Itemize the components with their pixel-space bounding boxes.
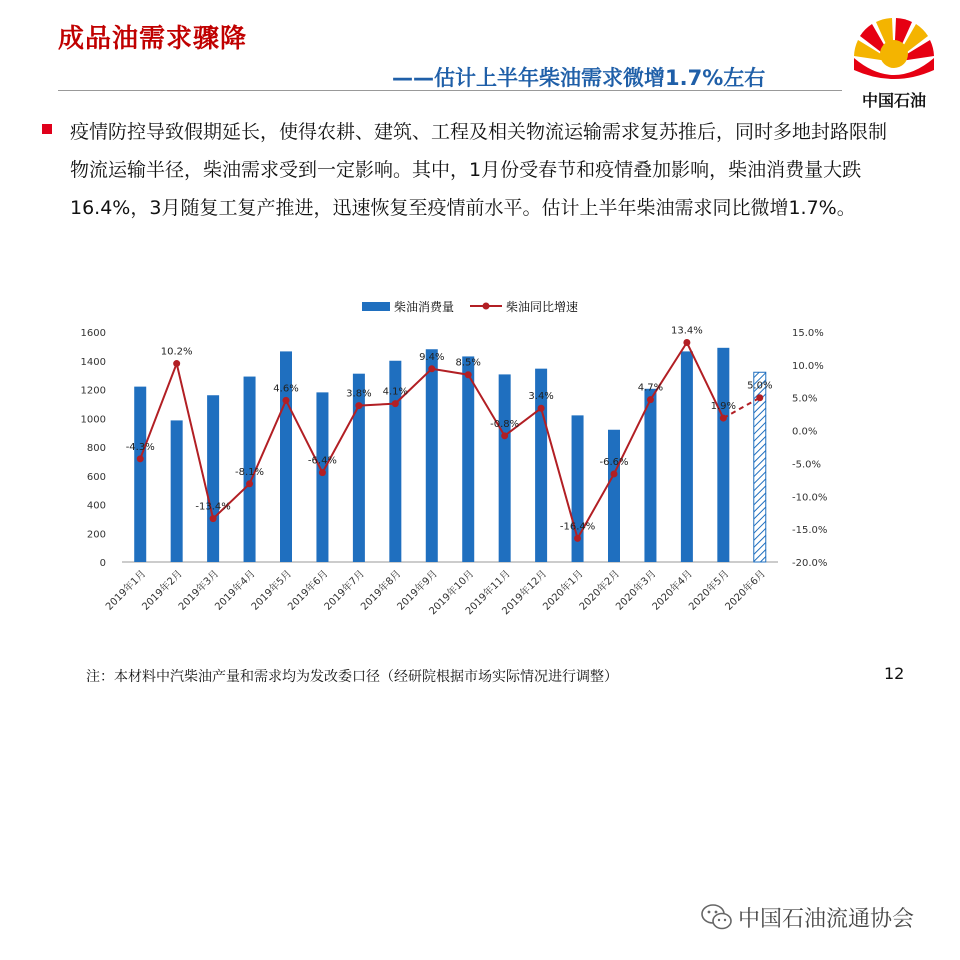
wechat-icon <box>700 902 734 932</box>
y-left-tick-label: 400 <box>86 500 106 512</box>
data-label: 5.0% <box>747 380 773 392</box>
x-tick-label: 2020年3月 <box>614 568 659 613</box>
line-point <box>720 415 727 422</box>
data-label: 4.6% <box>273 383 299 395</box>
bar <box>134 387 146 562</box>
diesel-consumption-chart <box>70 290 870 650</box>
y-right-tick-label: 15.0% <box>792 328 824 339</box>
wechat-account-name: 中国石油流通协会 <box>738 906 915 932</box>
line-point <box>246 480 253 487</box>
data-label: -4.3% <box>125 441 155 453</box>
company-logo <box>852 12 936 112</box>
x-tick-label: 2019年2月 <box>140 568 185 613</box>
footnote: 注：本材料中汽柴油产量和需求均为发改委口径（经研院根据市场实际情况进行调整） <box>86 669 618 685</box>
x-tick-label: 2019年11月 <box>463 568 513 618</box>
x-tick-label: 2020年6月 <box>723 568 768 613</box>
x-tick-label: 2019年9月 <box>395 568 440 613</box>
x-tick-label: 2019年4月 <box>213 568 258 613</box>
x-tick-label: 2019年12月 <box>500 568 550 618</box>
data-label: -8.1% <box>235 466 265 478</box>
line-point <box>392 400 399 407</box>
bar <box>207 395 219 562</box>
data-label: 3.8% <box>346 388 372 400</box>
data-label: -6.4% <box>307 455 337 467</box>
line-point <box>647 396 654 403</box>
page-title: 成品油需求骤降 <box>58 24 248 54</box>
legend-label-bar: 柴油消费量 <box>394 300 455 314</box>
line-point <box>137 455 144 462</box>
y-left-tick-label: 0 <box>99 558 106 569</box>
legend-label-line: 柴油同比增速 <box>506 300 579 314</box>
x-tick-label: 2019年7月 <box>322 568 368 613</box>
data-label: 13.4% <box>670 325 703 337</box>
data-label: -0.8% <box>490 418 520 430</box>
legend-swatch-bar <box>362 302 390 311</box>
x-tick-label: 2019年3月 <box>176 568 222 613</box>
data-label: -16.4% <box>559 521 596 533</box>
chart-legend <box>362 299 578 314</box>
y-left-tick-label: 800 <box>86 443 106 454</box>
y-left-tick-label: 1000 <box>80 414 106 426</box>
line-point <box>173 360 180 367</box>
x-tick-label: 2019年1月 <box>103 568 149 613</box>
bar <box>608 430 620 562</box>
bullet-marker <box>42 124 52 134</box>
header-divider <box>58 90 842 91</box>
line-point <box>355 402 362 409</box>
line-point <box>210 515 217 522</box>
x-tick-labels <box>103 567 768 617</box>
y-right-tick-label: 10.0% <box>792 360 824 372</box>
line-point <box>683 339 690 346</box>
logo-text: 中国石油 <box>861 91 926 110</box>
line-point <box>756 394 763 401</box>
line-point <box>428 365 435 372</box>
data-label: 3.4% <box>528 391 554 403</box>
y-right-tick-label: -15.0% <box>792 525 828 537</box>
y-left-tick-label: 600 <box>86 471 106 483</box>
x-tick-label: 2019年10月 <box>427 568 477 618</box>
x-tick-label: 2019年6月 <box>286 568 331 613</box>
line-point <box>611 470 618 477</box>
data-label: 8.5% <box>455 357 481 369</box>
data-label: 1.9% <box>710 401 737 413</box>
data-label: 9.4% <box>419 351 445 363</box>
bar <box>681 351 693 562</box>
line-point <box>283 397 290 404</box>
line-point <box>319 469 326 476</box>
y-left-tick-label: 1600 <box>80 328 106 339</box>
bar <box>717 348 729 562</box>
bar <box>171 420 183 562</box>
bar <box>462 356 474 562</box>
y-right-tick-label: 5.0% <box>792 393 818 405</box>
x-tick-label: 2020年1月 <box>541 568 586 613</box>
data-label: 4.7% <box>637 382 664 394</box>
bullet-paragraph: 疫情防控导致假期延长，使得农耕、建筑、工程及相关物流运输需求复苏推后，同时多地封路限制物流运输半径，柴油需求受到一定影响。其中，1月份受春节和疫情叠加影响，柴油消费量大跌16.4%，3月随复工复产推进，迅速恢复至疫情前水平。估计上半年柴油需求同比微增1.7%。 <box>70 121 888 219</box>
bar <box>426 349 438 562</box>
x-tick-label: 2020年4月 <box>650 568 696 613</box>
petrochina-logo-icon <box>852 12 936 88</box>
y-left-tick-label: 1200 <box>80 385 106 397</box>
data-label: -6.6% <box>599 456 629 468</box>
bar <box>499 374 511 562</box>
line-point <box>465 371 472 378</box>
bar <box>644 389 656 562</box>
y-right-tick-label: -5.0% <box>792 459 822 471</box>
line-point <box>574 535 581 542</box>
wechat-watermark <box>700 900 914 934</box>
bar <box>316 392 328 562</box>
bar <box>353 374 365 562</box>
page-subtitle: ——估计上半年柴油需求微增1.7%左右 <box>392 66 766 90</box>
x-tick-label: 2019年5月 <box>249 568 295 613</box>
line-series <box>140 343 760 539</box>
line-point <box>538 405 545 412</box>
y-left-tick-label: 1400 <box>80 356 106 368</box>
y-right-tick-label: -10.0% <box>792 492 828 504</box>
x-tick-label: 2020年2月 <box>577 568 623 613</box>
bar-series <box>134 348 766 562</box>
y-right-tick-label: 0.0% <box>792 426 818 438</box>
data-label: -13.4% <box>195 501 231 513</box>
x-tick-label: 2020年5月 <box>687 568 732 613</box>
y-left-tick-label: 200 <box>86 529 106 541</box>
x-tick-label: 2019年8月 <box>359 568 404 613</box>
data-label: 4.1% <box>382 386 409 398</box>
data-label: 10.2% <box>160 346 193 358</box>
line-point <box>501 432 508 439</box>
chart-axes <box>80 325 828 569</box>
data-labels <box>126 326 773 533</box>
y-right-tick-label: -20.0% <box>792 558 828 569</box>
legend-marker-line <box>483 303 490 310</box>
page-number: 12 <box>884 664 905 683</box>
